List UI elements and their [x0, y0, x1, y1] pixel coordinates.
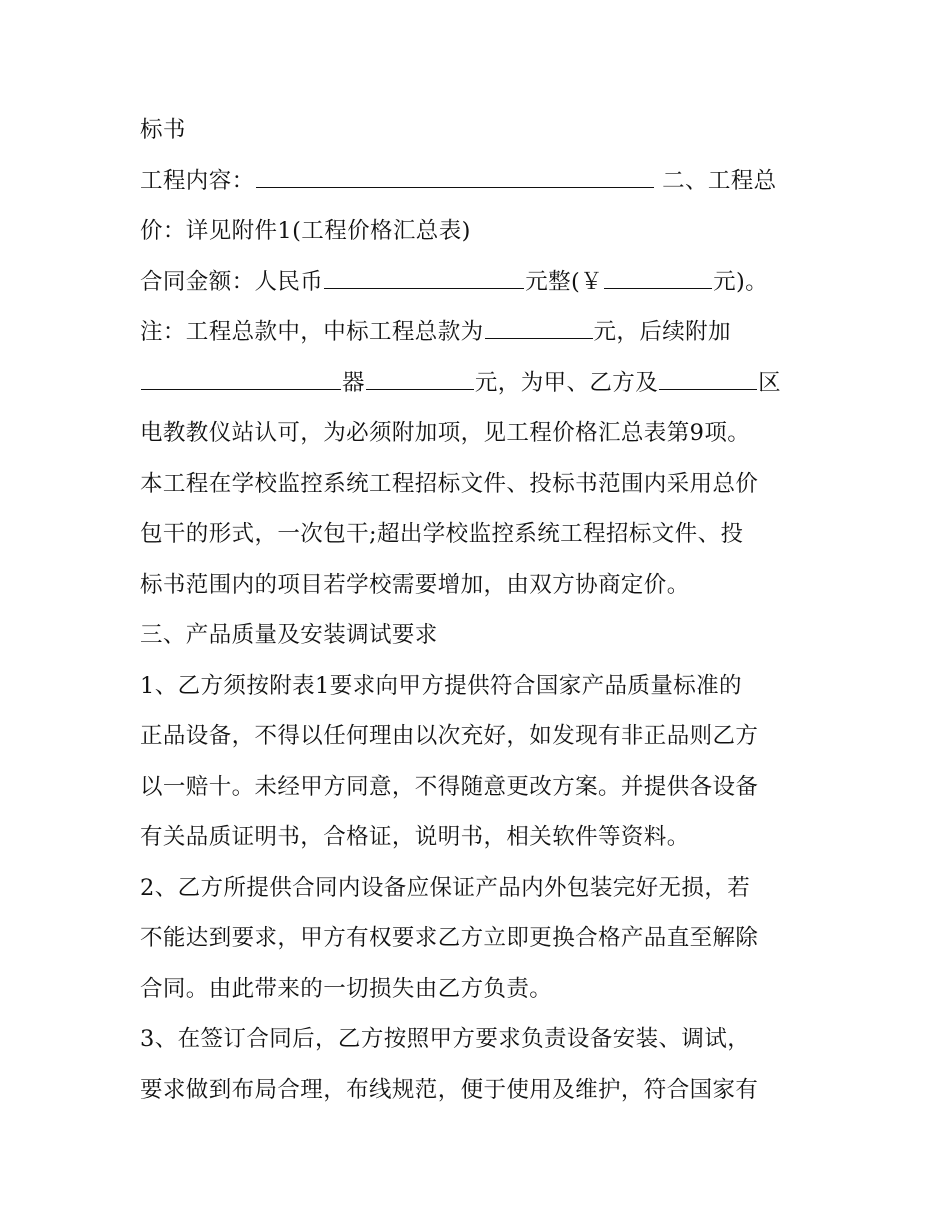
document-title: 标书 — [140, 117, 186, 143]
total-price-line: 价：详见附件1(工程价格汇总表) — [140, 218, 471, 244]
paragraph-line: 不能达到要求，甲方有权要求乙方立即更换合格产品直至解除 — [140, 925, 759, 951]
paragraph-line: 标书范围内的项目若学校需要增加，由双方协商定价。 — [140, 572, 690, 598]
section-two-heading-start: 二、工程总 — [654, 168, 777, 194]
extra-device-text: 器 — [342, 370, 365, 396]
amount-number-blank[interactable] — [604, 266, 712, 289]
winning-total-blank[interactable] — [485, 316, 593, 339]
paragraph-line: 1、乙方须按附表1要求向甲方提供符合国家产品质量标准的 — [140, 673, 742, 699]
extra-amount-text: 元，为甲、乙方及 — [474, 370, 659, 396]
contract-amount-line — [140, 264, 768, 300]
amount-words-blank[interactable] — [324, 266, 524, 289]
paragraph-line: 有关品质证明书，合格证，说明书，相关软件等资料。 — [140, 824, 690, 850]
note-suffix-text: 元，后续附加 — [593, 319, 731, 345]
note-line — [140, 314, 731, 350]
paragraph-line: 2、乙方所提供合同内设备应保证产品内外包装完好无损，若 — [140, 875, 751, 901]
paragraph-line: 合同。由此带来的一切损失由乙方负责。 — [140, 976, 553, 1002]
paragraph-line: 3、在签订合同后，乙方按照甲方要求负责设备安装、调试， — [140, 1026, 751, 1052]
amount-middle-text: 元整(￥ — [525, 269, 604, 295]
section-three-heading: 三、产品质量及安装调试要求 — [140, 622, 438, 648]
extra-item-line — [140, 365, 781, 401]
project-content-label: 工程内容： — [140, 168, 255, 194]
project-content-line — [140, 163, 777, 199]
district-blank[interactable] — [659, 367, 757, 390]
project-content-blank[interactable] — [256, 165, 654, 188]
paragraph-line: 电教教仪站认可，为必须附加项，见工程价格汇总表第9项。 — [140, 420, 751, 446]
extra-device-blank[interactable] — [141, 367, 341, 390]
paragraph-line: 要求做到布局合理，布线规范，便于使用及维护，符合国家有 — [140, 1077, 759, 1103]
extra-amount-blank[interactable] — [366, 367, 474, 390]
amount-suffix-text: 元)。 — [713, 269, 769, 295]
paragraph-line: 正品设备，不得以任何理由以次充好，如发现有非正品则乙方 — [140, 723, 759, 749]
contract-amount-label: 合同金额：人民币 — [140, 269, 324, 295]
note-label: 注：工程总款中，中标工程总款为 — [140, 319, 484, 345]
paragraph-line: 以一赔十。未经甲方同意，不得随意更改方案。并提供各设备 — [140, 774, 759, 800]
paragraph-line: 本工程在学校监控系统工程招标文件、投标书范围内采用总价 — [140, 471, 759, 497]
paragraph-line: 包干的形式，一次包干;超出学校监控系统工程招标文件、投 — [140, 521, 744, 547]
district-text: 区 — [758, 370, 782, 396]
